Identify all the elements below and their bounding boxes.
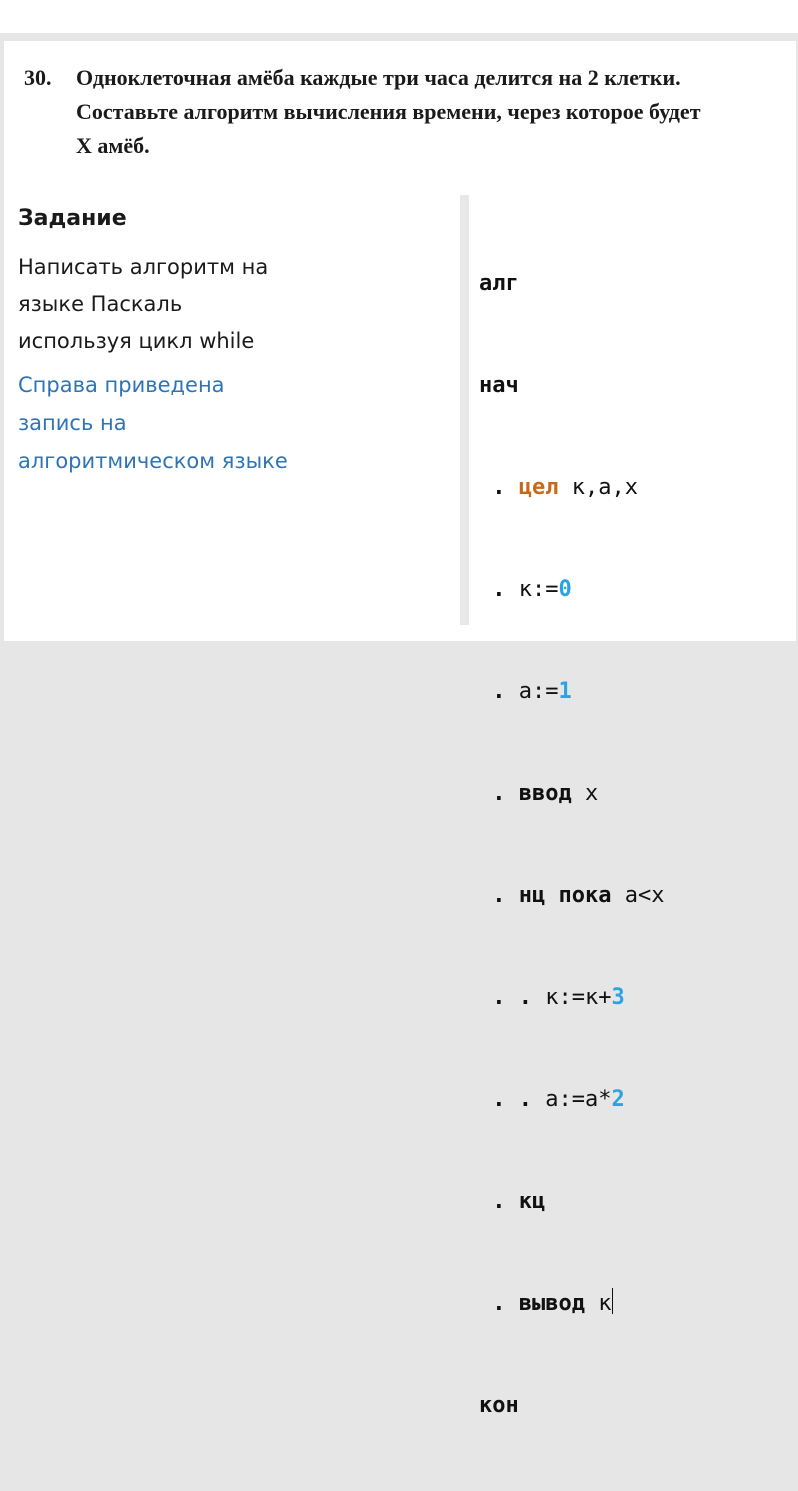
- task-body-line: Написать алгоритм на: [18, 255, 269, 279]
- document-page: [4, 41, 796, 1418]
- output-var: к: [598, 1291, 612, 1316]
- line-dot: .: [492, 475, 506, 500]
- var-list: к,а,х: [571, 475, 638, 500]
- code-line: [479, 1185, 664, 1219]
- number-literal: 2: [611, 1087, 625, 1112]
- code-line: [479, 1083, 664, 1117]
- line-dot: .: [492, 1291, 506, 1316]
- assign-lhs: к:=к+: [545, 985, 612, 1010]
- assign-lhs: а:=а*: [545, 1087, 612, 1112]
- task-body-line: используя цикл while: [18, 329, 255, 353]
- task-title: Задание: [18, 206, 127, 231]
- code-line: [479, 573, 664, 607]
- number-literal: 1: [558, 679, 572, 704]
- inner-dots: . .: [492, 1087, 532, 1112]
- algorithm-code: [479, 199, 664, 1491]
- line-dot: .: [492, 781, 506, 806]
- input-keyword: ввод: [518, 781, 572, 806]
- code-line: [479, 1389, 664, 1423]
- loop-condition: а<х: [624, 883, 665, 908]
- task-note-line: запись на: [18, 411, 127, 435]
- code-divider: [460, 195, 469, 625]
- keyword-alg: алг: [479, 271, 519, 296]
- task-panel: [18, 201, 438, 480]
- line-dot: .: [492, 679, 506, 704]
- line-dot: .: [492, 1189, 506, 1214]
- input-var: х: [584, 781, 599, 806]
- inner-dots: . .: [492, 985, 532, 1010]
- assign-lhs: а:=: [518, 679, 559, 704]
- code-line: [479, 675, 664, 709]
- problem-line-2: Составьте алгоритм вычисления времени, через которое будет: [76, 99, 701, 124]
- keyword-end: кон: [479, 1393, 519, 1418]
- number-literal: 0: [558, 577, 572, 602]
- assign-lhs: к:=: [518, 577, 559, 602]
- problem-line-1: Одноклеточная амёба каждые три часа делится на 2 клетки.: [76, 65, 681, 90]
- code-line: [479, 981, 664, 1015]
- number-literal: 3: [611, 985, 625, 1010]
- task-note-line: Справа приведена: [18, 373, 225, 397]
- task-body-line: языке Паскаль: [18, 292, 183, 316]
- task-body: [18, 249, 438, 360]
- code-line: [479, 369, 664, 403]
- problem-number: 30.: [24, 65, 52, 90]
- keyword-begin: нач: [479, 373, 519, 398]
- loop-keyword: нц пока: [518, 883, 612, 908]
- code-line: [479, 1287, 664, 1321]
- code-line: [479, 471, 664, 505]
- code-line: [479, 267, 664, 301]
- line-dot: .: [492, 883, 506, 908]
- task-note: [18, 366, 438, 480]
- task-note-line: алгоритмическом языке: [18, 449, 288, 473]
- problem-line-3: X амёб.: [76, 133, 150, 158]
- previous-page-strip: [0, 0, 798, 33]
- output-keyword: вывод: [518, 1291, 585, 1316]
- text-cursor: [612, 1288, 613, 1314]
- line-dot: .: [492, 577, 506, 602]
- type-keyword: цел: [518, 475, 559, 500]
- page-gap: [0, 33, 798, 41]
- loop-end-keyword: кц: [518, 1189, 546, 1214]
- code-line: [479, 777, 664, 811]
- code-line: [479, 879, 664, 913]
